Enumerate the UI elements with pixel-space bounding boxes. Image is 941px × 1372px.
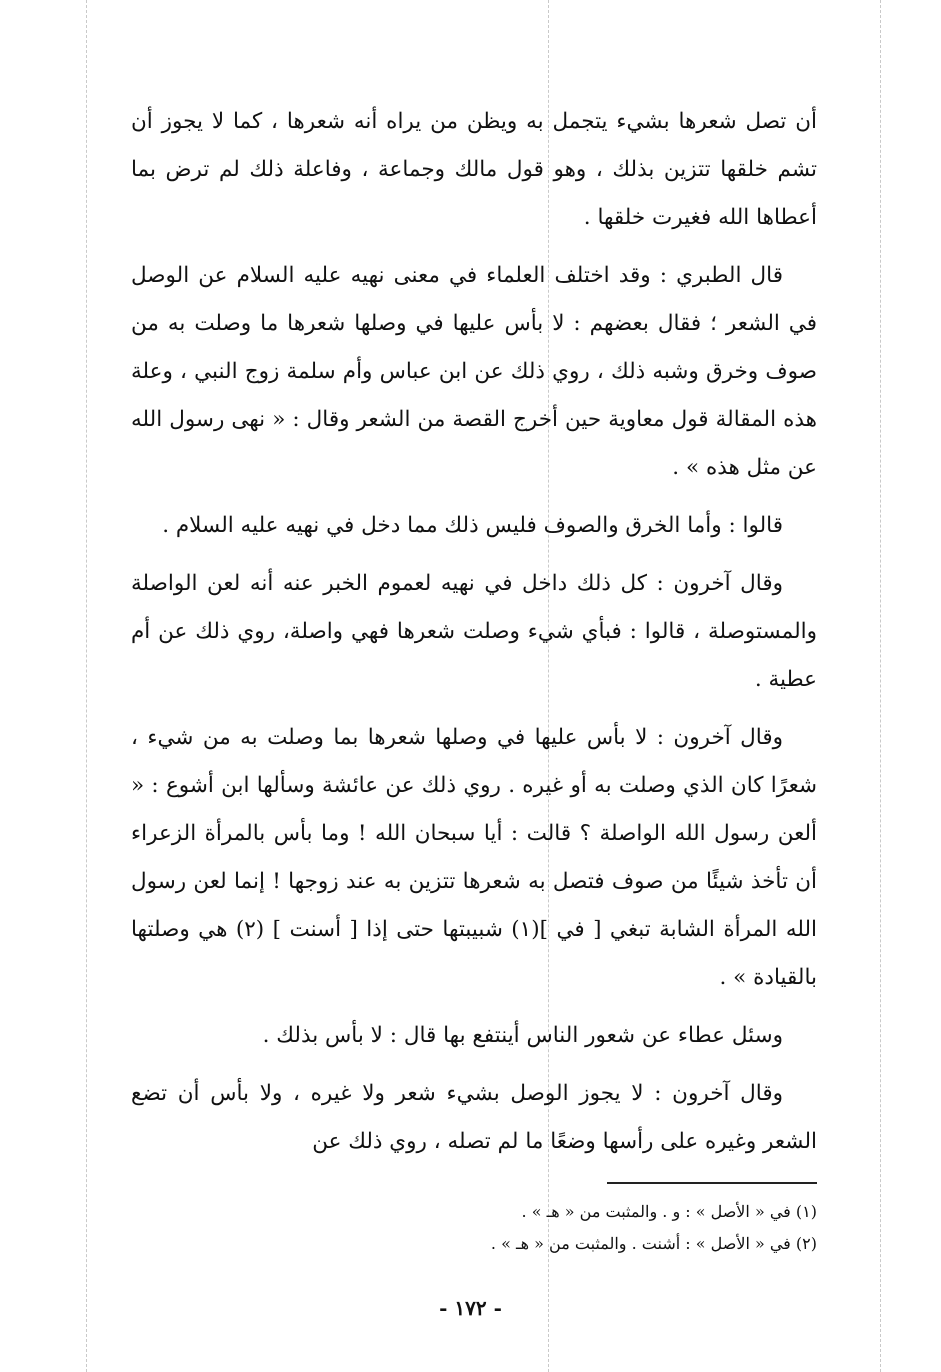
footnote: (١) في « الأصل » : و . والمثبت من « هـ » . [521,1202,817,1221]
paragraph: أن تصل شعرها بشيء يتجمل به ويظن من يراه أنه شعرها ، كما لا يجوز أن تشم خلقها تتزين بذلك ، وهو قول مالك وجماعة ، وفاعلة ذلك لم ترض بما أعطاها الله فغيرت خلقها . [131,109,817,230]
page-number: - ١٧٢ - [439,1296,502,1320]
scan-guide-line [86,0,87,1372]
paragraph: قالوا : وأما الخرق والصوف فليس ذلك مما دخل في نهيه عليه السلام . [162,513,783,538]
footnote: (٢) في « الأصل » : أشنت . والمثبت من « هـ » . [490,1234,817,1253]
body-text [131,98,817,1176]
paragraph: وقال آخرون : لا بأس عليها في وصلها شعرها بما وصلت به من شيء ، شعرًا كان الذي وصلت به أو غيره . روي ذلك عن عائشة وسألها ابن أشوع : « ألعن رسول الله الواصلة ؟ قالت : أيا سبحان الله ! وما بأس بالمرأة الزعراء أن تأخذ شيئًا من صوف فتصل به شعرها تتزين به عند زوجها ! إنما لعن رسول الله المرأة الشابة تبغي [ في ](١) شبيبتها حتى إذا [ أسنت ] (٢) هي وصلتها بالقيادة » . [131,725,817,990]
paragraph: وقال آخرون : لا يجوز الوصل بشيء شعر ولا غيره ، ولا بأس أن تضع الشعر وغيره على رأسها وضعًا ما لم تصله ، روي ذلك عن [131,1081,817,1154]
paragraph: وقال آخرون : كل ذلك داخل في نهيه لعموم الخبر عنه أنه لعن الواصلة والمستوصلة ، قالوا : فبأي شيء وصلت شعرها فهي واصلة، روي ذلك عن أم عطية . [131,571,817,692]
paragraph: وسئل عطاء عن شعور الناس أينتفع بها قال : لا بأس بذلك . [262,1023,783,1048]
footnote-divider [607,1182,817,1184]
scan-guide-line [880,0,881,1372]
footnotes [131,1196,817,1260]
paragraph: قال الطبري : وقد اختلف العلماء في معنى نهيه عليه السلام عن الوصل في الشعر ؛ فقال بعضهم : لا بأس عليها في وصلها شعرها ما وصلت به من صوف وخرق وشبه ذلك ، روي ذلك عن ابن عباس وأم سلمة زوج النبي ، وعلة هذه المقالة قول معاوية حين أخرج القصة من الشعر وقال : « نهى رسول الله عن مثل هذه » . [131,263,817,480]
